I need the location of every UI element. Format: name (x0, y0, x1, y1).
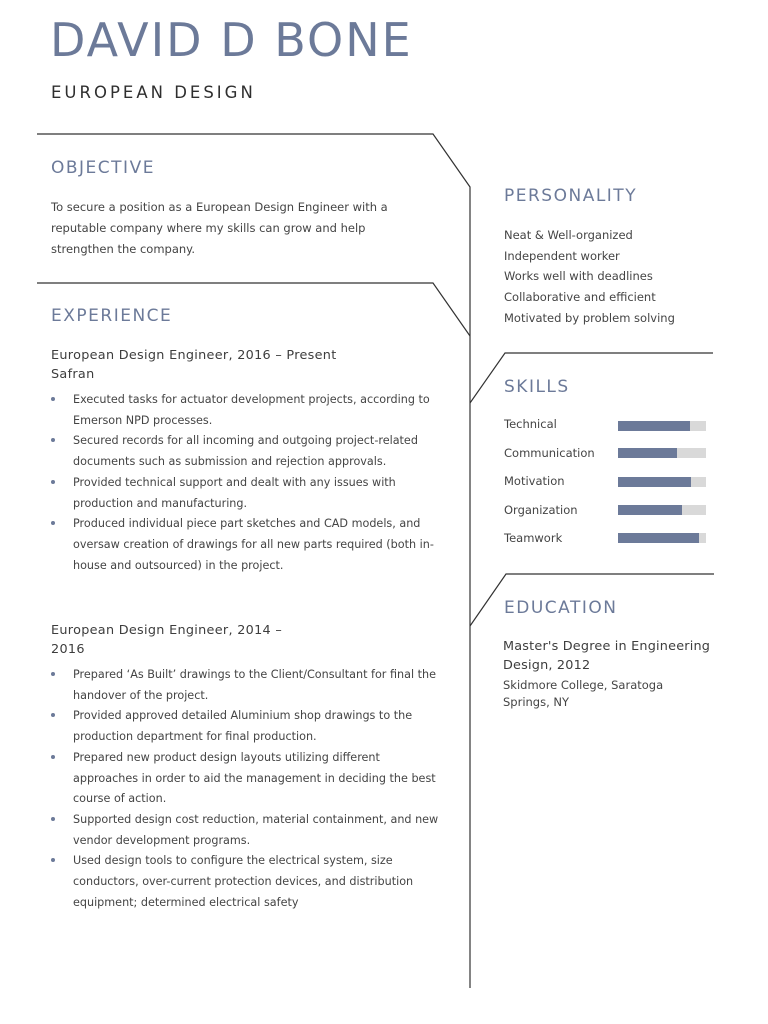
skills-heading: SKILLS (504, 377, 570, 397)
skill-bar-fill (618, 477, 691, 487)
job-bullets (50, 390, 442, 576)
skill-label: Motivation (504, 474, 565, 488)
list-item: Produced individual piece part sketches and CAD models, and oversaw creation of drawings for all new parts required (both in-house and outsourced) in the project. (50, 514, 442, 576)
skill-label: Teamwork (504, 531, 563, 545)
job-title: European Design Engineer, 2014 – 2016 (51, 623, 283, 657)
list-item: Motivated by problem solving (504, 310, 675, 325)
list-item: Provided approved detailed Aluminium shop drawings to the production department for final production. (50, 706, 442, 747)
skill-bar-fill (618, 448, 677, 458)
education-degree: Master's Degree in Engineering Design, 2012 (503, 639, 711, 673)
skill-label: Technical (504, 417, 557, 431)
list-item: Provided technical support and dealt with any issues with production and manufacturing. (50, 473, 442, 514)
education-heading: EDUCATION (504, 598, 618, 618)
list-item: Secured records for all incoming and outgoing project-related documents such as submission and rejection approvals. (50, 431, 442, 472)
list-item: Supported design cost reduction, material containment, and new vendor development programs. (50, 810, 442, 851)
skill-bar-fill (618, 505, 682, 515)
job-bullets (50, 665, 442, 913)
list-item: Neat & Well-organized (504, 228, 633, 242)
skill-bar-fill (618, 533, 699, 543)
personality-list (504, 225, 675, 329)
skill-bar (618, 533, 706, 543)
skill-bar (618, 505, 706, 515)
objective-heading: OBJECTIVE (51, 158, 155, 178)
list-item: Prepared new product design layouts utilizing different approaches in order to aid the management in deciding the best course of action. (50, 748, 442, 810)
objective-text: To secure a position as a European Design Engineer with a reputable company where my skills can grow and help strengthen the company. (51, 200, 388, 256)
list-item: Works well with deadlines (504, 269, 653, 284)
candidate-title: EUROPEAN DESIGN (51, 83, 256, 102)
list-item: Executed tasks for actuator development projects, according to Emerson NPD processes. (50, 390, 442, 431)
job-title: European Design Engineer, 2016 – Present (51, 348, 337, 363)
skill-bar-fill (618, 421, 690, 431)
personality-heading: PERSONALITY (504, 186, 638, 206)
list-item: Collaborative and efficient (504, 290, 656, 305)
list-item: Used design tools to configure the electrical system, size conductors, over-current protection devices, and distribution equipment; determined electrical safety (50, 851, 442, 913)
skill-bar (618, 477, 706, 487)
job-company: Safran (51, 367, 95, 382)
skill-bar (618, 448, 706, 458)
skill-label: Organization (504, 503, 578, 517)
skill-label: Communication (504, 446, 595, 460)
job-entry (51, 346, 371, 384)
list-item: Independent worker (504, 248, 620, 263)
candidate-name: DAVID D BONE (50, 13, 413, 67)
experience-heading: EXPERIENCE (51, 306, 173, 326)
list-item: Prepared ‘As Built’ drawings to the Client/Consultant for final the handover of the project. (50, 665, 442, 706)
skill-bar (618, 421, 706, 431)
education-school: Skidmore College, Saratoga Springs, NY (503, 678, 664, 709)
